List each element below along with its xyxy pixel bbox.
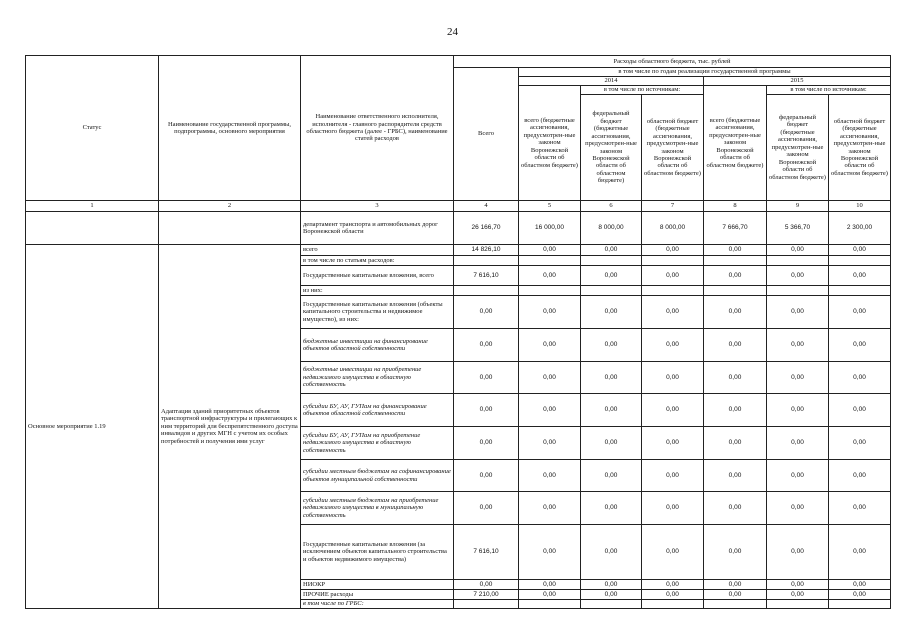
- row-value: [642, 286, 704, 296]
- row-value: 0,00: [829, 296, 891, 329]
- row-value: 0,00: [704, 427, 767, 460]
- row-value: 14 826,10: [454, 245, 519, 256]
- row-label: бюджетные инвестиции на финансирование объектов областной собственности: [301, 329, 454, 362]
- row-value: 0,00: [519, 296, 581, 329]
- row-label: из них:: [301, 286, 454, 296]
- dept-label: департамент транспорта и автомобильных дорог Воронежской области: [301, 212, 454, 245]
- dept-value: 26 166,70: [454, 212, 519, 245]
- row-value: 0,00: [829, 362, 891, 394]
- col-number: 7: [642, 201, 704, 212]
- row-value: [454, 600, 519, 609]
- row-value: [581, 256, 642, 266]
- row-value: 0,00: [767, 460, 829, 492]
- row-label: в том числе по статьям расходов:: [301, 256, 454, 266]
- row-value: 0,00: [767, 580, 829, 590]
- row-value: 0,00: [519, 394, 581, 427]
- row-label: субсидии местным бюджетам на приобретение недвижимого имущества в муниципальную собственность: [301, 492, 454, 525]
- row-value: 0,00: [829, 394, 891, 427]
- row-value: 0,00: [767, 245, 829, 256]
- row-label: субсидии местным бюджетам на софинансирование объектов муниципальной собственности: [301, 460, 454, 492]
- header-col-all-2015: всего (бюджетные ассигнования, предусмотрен-ные законом Воронежской области об областном бюджете): [704, 86, 767, 201]
- row-value: 7 616,10: [454, 266, 519, 286]
- row-value: 0,00: [704, 590, 767, 600]
- row-value: 0,00: [519, 245, 581, 256]
- dept-row: [26, 212, 891, 245]
- row-value: 0,00: [581, 245, 642, 256]
- row-value: 0,00: [704, 492, 767, 525]
- row-value: 0,00: [454, 362, 519, 394]
- row-value: 0,00: [581, 329, 642, 362]
- dept-status-cell: [26, 212, 159, 245]
- row-value: 0,00: [642, 427, 704, 460]
- row-value: 0,00: [829, 427, 891, 460]
- row-value: [519, 600, 581, 609]
- row-value: 0,00: [767, 427, 829, 460]
- row-value: 0,00: [519, 266, 581, 286]
- row-value: [581, 600, 642, 609]
- header-col-federal-2015: федеральный бюджет (бюджетные ассигнования, предусмотрен-ные законом Воронежской области об областном бюджете): [767, 95, 829, 201]
- row-label: Государственные капитальные вложения (за исключением объектов капитального строительства и объектов недвижимого имущества): [301, 525, 454, 580]
- row-value: [642, 256, 704, 266]
- row-value: 0,00: [704, 580, 767, 590]
- col-number: 4: [454, 201, 519, 212]
- row-value: [829, 256, 891, 266]
- row-value: 0,00: [642, 590, 704, 600]
- row-value: [519, 256, 581, 266]
- header-program-name: Наименование государственной программы, подпрограммы, основного мероприятия: [159, 56, 301, 201]
- row-value: 0,00: [642, 362, 704, 394]
- row-value: [519, 286, 581, 296]
- row-value: 0,00: [704, 525, 767, 580]
- header-by-sources-2014: в том числе по источникам:: [581, 86, 704, 95]
- header-year-2015: 2015: [704, 77, 891, 86]
- row-value: 0,00: [642, 245, 704, 256]
- row-value: 0,00: [519, 590, 581, 600]
- row-label: Государственные капитальные вложения (объекты капитального строительства и недвижимое имущество), из них:: [301, 296, 454, 329]
- row-label: субсидии БУ, АУ, ГУПам на финансирование объектов областной собственности: [301, 394, 454, 427]
- header-col-regional-2014: областной бюджет (бюджетные ассигнования, предусмотрен-ные законом Воронежской области об областном бюджете): [642, 95, 704, 201]
- row-value: 0,00: [519, 329, 581, 362]
- row-value: 0,00: [454, 329, 519, 362]
- col-number: 3: [301, 201, 454, 212]
- dept-value: 16 000,00: [519, 212, 581, 245]
- row-value: 0,00: [642, 580, 704, 590]
- budget-table: [25, 55, 891, 609]
- row-value: 0,00: [767, 296, 829, 329]
- row-value: 0,00: [581, 394, 642, 427]
- measure-name: Адаптация зданий приоритетных объектов транспортной инфраструктуры и прилегающих к ним территорий для беспрепятственного доступа инвалидов и других МГН с учетом их особых потребностей и получения ими услуг: [159, 245, 301, 609]
- row-value: 0,00: [454, 394, 519, 427]
- header-status: Статус: [26, 56, 159, 201]
- row-value: [767, 286, 829, 296]
- row-value: 0,00: [829, 460, 891, 492]
- row-value: 0,00: [829, 329, 891, 362]
- row-value: [642, 600, 704, 609]
- header-expenses-title: Расходы областного бюджета, тыс. рублей: [454, 56, 891, 68]
- row-value: 0,00: [642, 329, 704, 362]
- row-value: 0,00: [829, 492, 891, 525]
- header-col-all-2014: всего (бюджетные ассигнования, предусмотрен-ные законом Воронежской области об областном бюджете): [519, 86, 581, 201]
- row-value: 0,00: [767, 394, 829, 427]
- row-label: субсидии БУ, АУ, ГУПам на приобретение недвижимого имущества в областную собственность: [301, 427, 454, 460]
- row-value: 0,00: [829, 580, 891, 590]
- table-row: [26, 245, 891, 256]
- header-by-sources-2015: в том числе по источникам:: [767, 86, 891, 95]
- row-value: 0,00: [581, 492, 642, 525]
- row-value: 0,00: [642, 460, 704, 492]
- row-label: НИОКР: [301, 580, 454, 590]
- col-number: 5: [519, 201, 581, 212]
- col-number: 2: [159, 201, 301, 212]
- row-value: 0,00: [829, 245, 891, 256]
- row-value: 0,00: [581, 362, 642, 394]
- row-value: 0,00: [519, 362, 581, 394]
- row-value: 0,00: [767, 329, 829, 362]
- header-year-2014: 2014: [519, 77, 704, 86]
- row-value: 0,00: [704, 460, 767, 492]
- row-label: всего: [301, 245, 454, 256]
- row-value: [454, 256, 519, 266]
- row-value: [767, 600, 829, 609]
- row-value: 0,00: [581, 525, 642, 580]
- row-value: 7 616,10: [454, 525, 519, 580]
- row-value: 0,00: [454, 296, 519, 329]
- row-value: 0,00: [767, 266, 829, 286]
- row-value: [829, 286, 891, 296]
- row-value: [704, 286, 767, 296]
- row-value: 7 210,00: [454, 590, 519, 600]
- dept-value: 8 000,00: [581, 212, 642, 245]
- row-value: 0,00: [454, 427, 519, 460]
- row-value: 0,00: [704, 362, 767, 394]
- dept-value: 7 666,70: [704, 212, 767, 245]
- row-value: 0,00: [581, 580, 642, 590]
- col-number: 8: [704, 201, 767, 212]
- column-number-row: [26, 201, 891, 212]
- col-number: 10: [829, 201, 891, 212]
- row-value: 0,00: [581, 266, 642, 286]
- row-label: Государственные капитальные вложения, всего: [301, 266, 454, 286]
- dept-value: 5 366,70: [767, 212, 829, 245]
- row-value: 0,00: [519, 580, 581, 590]
- row-value: 0,00: [704, 245, 767, 256]
- row-value: 0,00: [642, 296, 704, 329]
- row-value: 0,00: [519, 460, 581, 492]
- col-number: 9: [767, 201, 829, 212]
- row-value: 0,00: [454, 460, 519, 492]
- col-number: 6: [581, 201, 642, 212]
- row-value: 0,00: [767, 492, 829, 525]
- row-value: 0,00: [704, 266, 767, 286]
- row-value: 0,00: [767, 590, 829, 600]
- row-label: в том числе по ГРБС:: [301, 600, 454, 609]
- row-value: 0,00: [704, 296, 767, 329]
- row-value: 0,00: [829, 525, 891, 580]
- row-value: 0,00: [642, 266, 704, 286]
- row-value: 0,00: [581, 460, 642, 492]
- row-value: 0,00: [454, 492, 519, 525]
- row-label: бюджетные инвестиции на приобретение недвижимого имущества в областную собственность: [301, 362, 454, 394]
- row-value: 0,00: [829, 590, 891, 600]
- row-value: [704, 256, 767, 266]
- dept-name-cell: [159, 212, 301, 245]
- row-value: [704, 600, 767, 609]
- row-value: 0,00: [642, 492, 704, 525]
- row-value: 0,00: [704, 329, 767, 362]
- row-label: ПРОЧИЕ расходы: [301, 590, 454, 600]
- header-col-federal-2014: федеральный бюджет (бюджетные ассигнования, предусмотрен-ные законом Воронежской области об областном бюджете): [581, 95, 642, 201]
- row-value: 0,00: [642, 394, 704, 427]
- row-value: 0,00: [454, 580, 519, 590]
- header-by-years: в том числе по годам реализации государственной программы: [519, 68, 891, 77]
- row-value: [829, 600, 891, 609]
- measure-status: Основное мероприятие 1.19: [26, 245, 159, 609]
- dept-value: 8 000,00: [642, 212, 704, 245]
- col-number: 1: [26, 201, 159, 212]
- row-value: 0,00: [642, 525, 704, 580]
- row-value: 0,00: [829, 266, 891, 286]
- row-value: 0,00: [519, 492, 581, 525]
- row-value: 0,00: [519, 427, 581, 460]
- header-executor: Наименование ответственного исполнителя, исполнителя - главного распорядителя средств областного бюджета (далее - ГРБС), наименование статей расходов: [301, 56, 454, 201]
- page-number: 24: [447, 26, 458, 38]
- row-value: 0,00: [767, 362, 829, 394]
- row-value: 0,00: [704, 394, 767, 427]
- row-value: 0,00: [581, 427, 642, 460]
- row-value: 0,00: [581, 590, 642, 600]
- header-col-regional-2015: областной бюджет (бюджетные ассигнования, предусмотрен-ные законом Воронежской области об областном бюджете): [829, 95, 891, 201]
- dept-value: 2 300,00: [829, 212, 891, 245]
- row-value: [454, 286, 519, 296]
- row-value: 0,00: [519, 525, 581, 580]
- header-total: Всего: [454, 68, 519, 201]
- row-value: 0,00: [581, 296, 642, 329]
- row-value: [767, 256, 829, 266]
- row-value: [581, 286, 642, 296]
- row-value: 0,00: [767, 525, 829, 580]
